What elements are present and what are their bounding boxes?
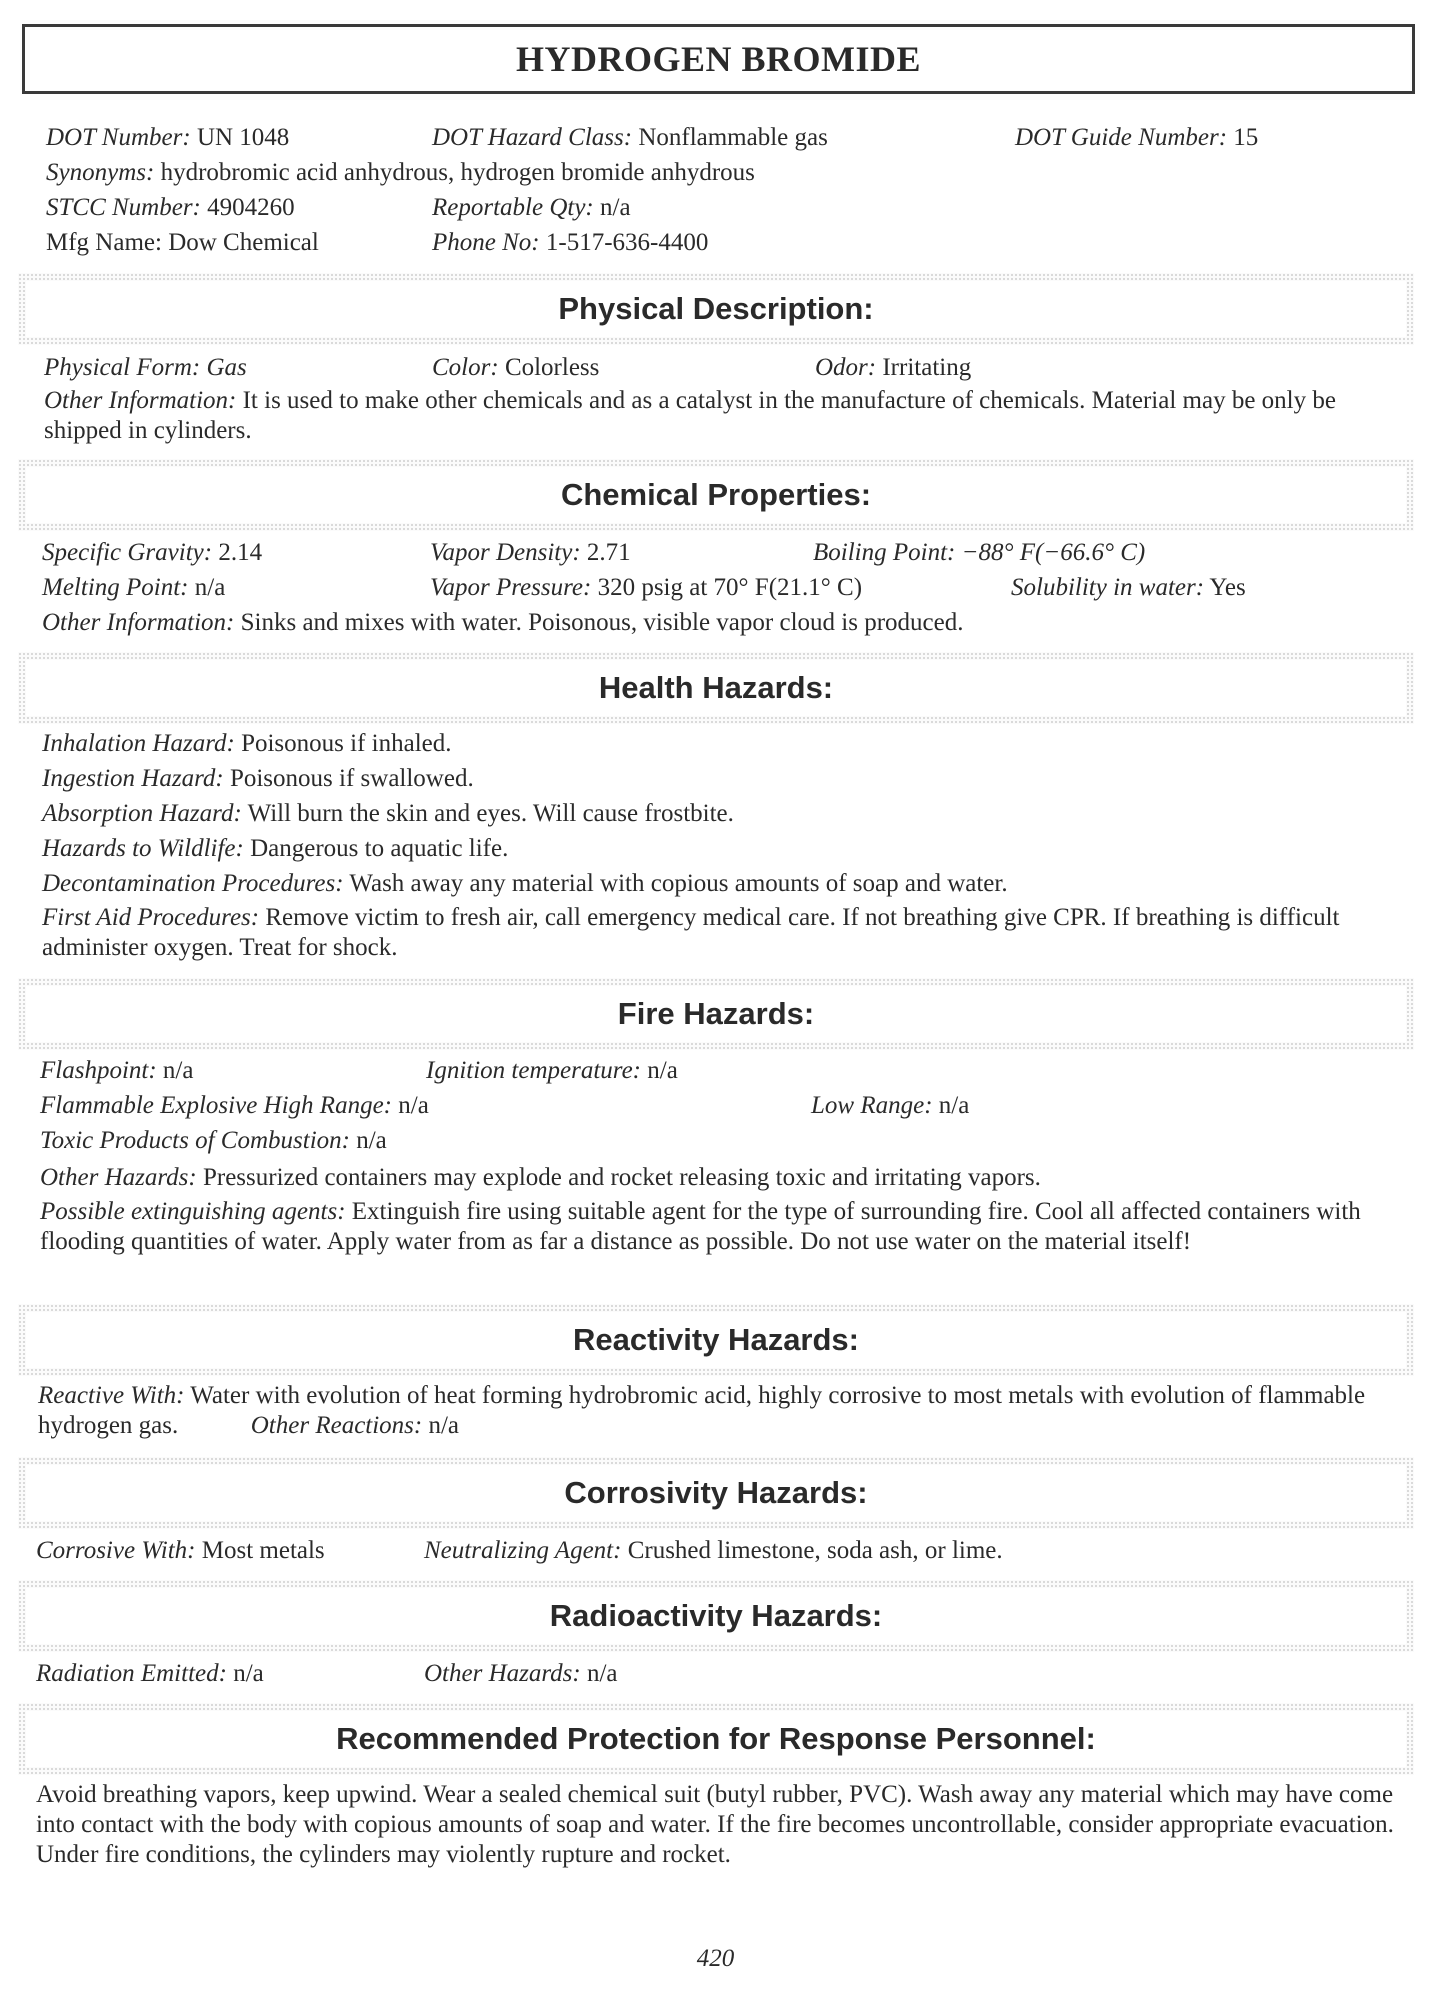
absorption-hazard-field xyxy=(42,798,734,830)
mfg-name-field: Mfg Name: Dow Chemical xyxy=(46,229,319,256)
solubility-value: Yes xyxy=(1209,574,1246,601)
protection-text: Avoid breathing vapors, keep upwind. Wear a sealed chemical suit (butyl rubber, PVC). Wash away any material which may have come into contact with the body with copious amounts of soap and water. If the fire becomes uncontrollable, consider appropriate evacuation. Under fire conditions, the cylinders may violently rupture and rocket. xyxy=(36,1781,1394,1868)
toxic-products-label: Toxic Products of Combustion: xyxy=(40,1127,350,1154)
dot-number-label: DOT Number: xyxy=(46,124,191,151)
decontamination-value: Wash away any material with copious amounts of soap and water. xyxy=(349,870,1008,897)
solubility-label: Solubility in water: xyxy=(1011,574,1205,601)
fire-hazards-heading: Fire Hazards: xyxy=(617,996,815,1031)
vapor-pressure-label: Vapor Pressure: xyxy=(430,574,592,601)
absorption-label: Absorption Hazard: xyxy=(42,800,242,827)
extinguishing-agents-field xyxy=(40,1197,1410,1257)
inhalation-label: Inhalation Hazard: xyxy=(42,730,235,757)
phone-no-value: 1-517-636-4400 xyxy=(545,229,709,256)
dot-number-value: UN 1048 xyxy=(196,124,290,151)
radio-other-hazards-field xyxy=(424,1658,618,1690)
specific-gravity-field xyxy=(42,537,262,569)
physical-description-header xyxy=(18,273,1414,345)
other-reactions-value: n/a xyxy=(428,1412,460,1439)
melting-point-field xyxy=(42,572,225,604)
fire-other-hazards-field xyxy=(40,1162,1041,1194)
ingestion-label: Ingestion Hazard: xyxy=(42,765,224,792)
specific-gravity-value: 2.14 xyxy=(218,539,263,566)
dot-hazard-class-value: Nonflammable gas xyxy=(638,124,828,151)
reactivity-hazards-heading: Reactivity Hazards: xyxy=(572,1322,859,1357)
neutralizing-label: Neutralizing Agent: xyxy=(424,1537,622,1564)
radio-other-hazards-label: Other Hazards: xyxy=(424,1660,581,1687)
protection-heading: Recommended Protection for Response Personnel: xyxy=(336,1721,1096,1756)
extinguishing-value: Extinguish fire using suitable agent for the type of surrounding fire. Cool all affected containers with flooding quantities of water. Apply water from as far a distance as possible. Do not use water on the material itself! xyxy=(40,1198,1361,1255)
chemical-properties-header xyxy=(18,459,1414,531)
radiation-value: n/a xyxy=(233,1660,264,1687)
color-value: Colorless xyxy=(504,354,600,381)
ignition-value: n/a xyxy=(647,1057,678,1084)
stcc-number-label: STCC Number: xyxy=(46,194,201,221)
wildlife-label: Hazards to Wildlife: xyxy=(42,835,244,862)
color-field xyxy=(432,352,599,384)
first-aid-label: First Aid Procedures: xyxy=(42,904,260,931)
reactive-with-label: Reactive With: xyxy=(38,1382,185,1409)
fire-hazards-header xyxy=(18,978,1414,1050)
corrosivity-hazards-heading: Corrosivity Hazards: xyxy=(564,1475,868,1510)
page-number: 420 xyxy=(696,1945,735,1972)
corrosivity-hazards-header xyxy=(18,1457,1414,1529)
wildlife-hazard-field xyxy=(42,833,508,865)
phone-no-field xyxy=(432,227,708,259)
fire-other-hazards-label: Other Hazards: xyxy=(40,1164,197,1191)
radio-other-hazards-value: n/a xyxy=(586,1660,618,1687)
high-range-label: Flammable Explosive High Range: xyxy=(40,1092,392,1119)
dot-guide-number-value: 15 xyxy=(1233,124,1259,151)
physical-other-value: It is used to make other chemicals and as a catalyst in the manufacture of chemicals. Material may be only be shipped in cylinders. xyxy=(44,387,1336,444)
reportable-qty-field xyxy=(432,192,631,224)
extinguishing-label: Possible extinguishing agents: xyxy=(40,1198,346,1225)
flashpoint-label: Flashpoint: xyxy=(40,1057,157,1084)
dot-number-field xyxy=(46,122,289,154)
neutralizing-agent-field xyxy=(424,1535,1003,1567)
radioactivity-hazards-heading: Radioactivity Hazards: xyxy=(549,1598,883,1633)
stcc-number-field xyxy=(46,192,295,224)
flashpoint-value: n/a xyxy=(162,1057,194,1084)
physical-form-label: Physical Form: Gas xyxy=(44,354,247,381)
synonyms-label: Synonyms: xyxy=(46,159,155,186)
reactivity-hazards-header xyxy=(18,1304,1414,1376)
high-range-value: n/a xyxy=(398,1092,429,1119)
synonyms-field xyxy=(46,157,755,189)
physical-other-info xyxy=(44,386,1410,446)
first-aid-field xyxy=(42,903,1408,963)
wildlife-value: Dangerous to aquatic life. xyxy=(250,835,509,862)
physical-form-field xyxy=(44,352,247,384)
title-box xyxy=(22,24,1415,94)
stcc-number-value: 4904260 xyxy=(207,194,295,221)
reportable-qty-label: Reportable Qty: xyxy=(432,194,594,221)
vapor-density-value: 2.71 xyxy=(586,539,631,566)
boiling-point-field xyxy=(813,537,1145,569)
odor-field xyxy=(815,352,971,384)
protection-header xyxy=(18,1703,1414,1775)
synonyms-value: hydrobromic acid anhydrous, hydrogen bromide anhydrous xyxy=(160,159,755,186)
corrosive-with-label: Corrosive With: xyxy=(36,1537,196,1564)
flashpoint-field xyxy=(40,1055,193,1087)
radiation-emitted-field xyxy=(36,1658,264,1690)
low-range-value: n/a xyxy=(938,1092,970,1119)
low-range-field xyxy=(811,1090,969,1122)
radiation-label: Radiation Emitted: xyxy=(36,1660,227,1687)
chemical-other-info xyxy=(42,607,963,639)
toxic-products-value: n/a xyxy=(356,1127,387,1154)
page-title: HYDROGEN BROMIDE xyxy=(515,39,922,79)
reportable-qty-value: n/a xyxy=(600,194,631,221)
ingestion-hazard-field xyxy=(42,763,474,795)
color-label: Color: xyxy=(432,354,499,381)
vapor-pressure-field xyxy=(430,572,862,604)
dot-guide-number-field xyxy=(1015,122,1258,154)
chemical-other-label: Other Information: xyxy=(42,609,235,636)
first-aid-value: Remove victim to fresh air, call emergency medical care. If not breathing give CPR. If breathing is difficult administer oxygen. Treat for shock. xyxy=(42,904,1340,961)
low-range-label: Low Range: xyxy=(811,1092,933,1119)
melting-point-label: Melting Point: xyxy=(42,574,189,601)
toxic-products-field xyxy=(40,1125,387,1157)
vapor-density-field xyxy=(430,537,631,569)
neutralizing-value: Crushed limestone, soda ash, or lime. xyxy=(627,1537,1003,1564)
inhalation-hazard-field xyxy=(42,728,452,760)
vapor-density-label: Vapor Density: xyxy=(430,539,581,566)
radioactivity-hazards-header xyxy=(18,1580,1414,1652)
reactive-with-field xyxy=(38,1381,1410,1441)
ingestion-value: Poisonous if swallowed. xyxy=(229,765,474,792)
reactive-with-value: Water with evolution of heat forming hydrobromic acid, highly corrosive to most metals with evolution of flammable hydrogen gas. xyxy=(38,1382,1366,1439)
chemical-properties-heading: Chemical Properties: xyxy=(560,477,872,512)
ignition-label: Ignition temperature: xyxy=(426,1057,642,1084)
inhalation-value: Poisonous if inhaled. xyxy=(241,730,452,757)
chemical-other-value: Sinks and mixes with water. Poisonous, visible vapor cloud is produced. xyxy=(240,609,964,636)
high-range-field xyxy=(40,1090,429,1122)
corrosive-with-field xyxy=(36,1535,325,1567)
decontamination-field xyxy=(42,868,1008,900)
other-reactions-label: Other Reactions: xyxy=(250,1412,423,1439)
boiling-point-label: Boiling Point: xyxy=(813,539,956,566)
decontamination-label: Decontamination Procedures: xyxy=(42,870,344,897)
physical-other-label: Other Information: xyxy=(44,387,237,414)
health-hazards-heading: Health Hazards: xyxy=(598,670,834,705)
dot-guide-number-label: DOT Guide Number: xyxy=(1015,124,1228,151)
phone-no-label: Phone No: xyxy=(432,229,540,256)
corrosive-with-value: Most metals xyxy=(201,1537,325,1564)
ignition-temperature-field xyxy=(426,1055,678,1087)
odor-value: Irritating xyxy=(882,354,972,381)
solubility-field xyxy=(1011,572,1246,604)
fire-other-hazards-value: Pressurized containers may explode and rocket releasing toxic and irritating vapors. xyxy=(202,1164,1041,1191)
physical-description-heading: Physical Description: xyxy=(558,291,874,326)
health-hazards-header xyxy=(18,652,1414,724)
odor-label: Odor: xyxy=(815,354,877,381)
dot-hazard-class-label: DOT Hazard Class: xyxy=(432,124,633,151)
boiling-point-value: −88° F(−66.6° C) xyxy=(961,539,1146,566)
vapor-pressure-value: 320 psig at 70° F(21.1° C) xyxy=(597,574,863,601)
melting-point-value: n/a xyxy=(194,574,226,601)
dot-hazard-class-field xyxy=(432,122,828,154)
specific-gravity-label: Specific Gravity: xyxy=(42,539,213,566)
absorption-value: Will burn the skin and eyes. Will cause frostbite. xyxy=(247,800,734,827)
